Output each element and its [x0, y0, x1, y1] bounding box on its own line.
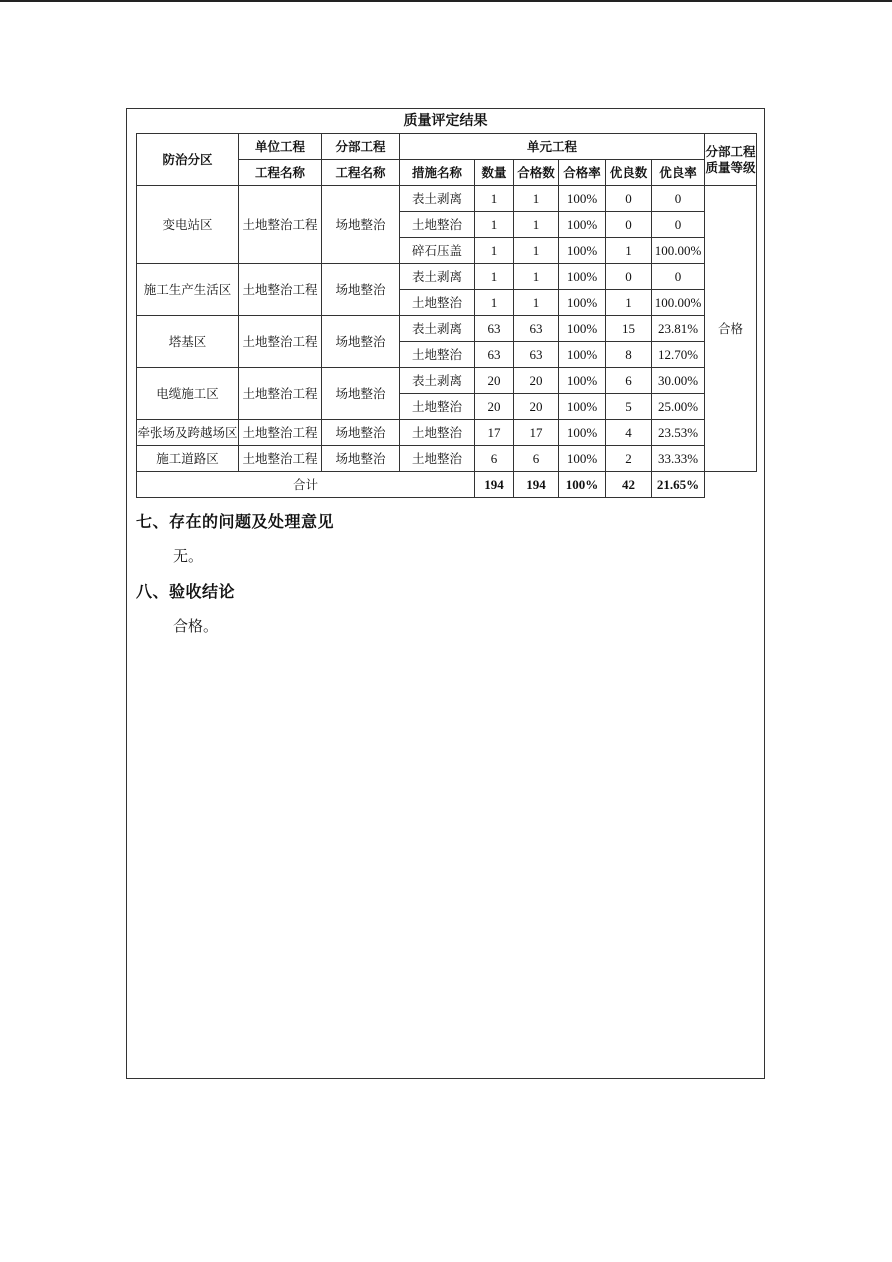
measure-cell: 土地整治 — [400, 342, 475, 368]
qualified-rate-cell: 100% — [559, 212, 606, 238]
qualified-rate-cell: 100% — [559, 186, 606, 212]
table-row — [137, 264, 757, 290]
quantity-cell: 20 — [475, 394, 514, 420]
excellent-cell: 1 — [606, 238, 652, 264]
header-sub-project-name: 工程名称 — [322, 160, 400, 186]
qualified-cell: 1 — [514, 186, 559, 212]
zone-cell: 施工生产生活区 — [137, 264, 239, 316]
table-row — [137, 446, 757, 472]
table-title: 质量评定结果 — [403, 113, 488, 129]
excellent-cell: 2 — [606, 446, 652, 472]
section-body-conclusion: 合格。 — [173, 617, 219, 635]
unit-project-cell: 土地整治工程 — [239, 368, 322, 420]
measure-cell: 表土剥离 — [400, 316, 475, 342]
quantity-cell: 1 — [475, 186, 514, 212]
excellent-rate-cell: 12.70% — [652, 342, 705, 368]
total-excellent: 42 — [606, 472, 652, 498]
unit-project-cell: 土地整治工程 — [239, 316, 322, 368]
header-row-1 — [137, 134, 757, 160]
total-quantity: 194 — [475, 472, 514, 498]
measure-cell: 土地整治 — [400, 420, 475, 446]
excellent-rate-cell: 100.00% — [652, 290, 705, 316]
excellent-cell: 0 — [606, 264, 652, 290]
excellent-cell: 6 — [606, 368, 652, 394]
section-body-problems: 无。 — [173, 547, 204, 565]
sub-project-cell: 场地整治 — [322, 316, 400, 368]
quantity-cell: 17 — [475, 420, 514, 446]
total-row — [137, 472, 757, 498]
zone-cell: 变电站区 — [137, 186, 239, 264]
total-excellent-rate: 21.65% — [652, 472, 705, 498]
qualified-cell: 1 — [514, 238, 559, 264]
quantity-cell: 1 — [475, 212, 514, 238]
excellent-cell: 1 — [606, 290, 652, 316]
qualified-rate-cell: 100% — [559, 368, 606, 394]
qualified-rate-cell: 100% — [559, 420, 606, 446]
quantity-cell: 6 — [475, 446, 514, 472]
table-row — [137, 420, 757, 446]
section-heading-conclusion: 八、验收结论 — [136, 582, 236, 601]
table-row — [137, 316, 757, 342]
qualified-rate-cell: 100% — [559, 316, 606, 342]
page-top-rule — [0, 0, 892, 2]
excellent-rate-cell: 0 — [652, 212, 705, 238]
measure-cell: 碎石压盖 — [400, 238, 475, 264]
excellent-cell: 15 — [606, 316, 652, 342]
excellent-rate-cell: 23.81% — [652, 316, 705, 342]
zone-cell: 施工道路区 — [137, 446, 239, 472]
measure-cell: 土地整治 — [400, 212, 475, 238]
header-element-project: 单元工程 — [400, 134, 705, 160]
total-qualified-rate: 100% — [559, 472, 606, 498]
header-excellent: 优良数 — [606, 160, 652, 186]
sub-project-cell: 场地整治 — [322, 446, 400, 472]
total-label: 合计 — [137, 472, 475, 498]
excellent-cell: 0 — [606, 186, 652, 212]
header-excellent-rate: 优良率 — [652, 160, 705, 186]
header-measure-name: 措施名称 — [400, 160, 475, 186]
qualified-cell: 20 — [514, 394, 559, 420]
qualified-rate-cell: 100% — [559, 446, 606, 472]
unit-project-cell: 土地整治工程 — [239, 446, 322, 472]
header-quantity: 数量 — [475, 160, 514, 186]
excellent-rate-cell: 100.00% — [652, 238, 705, 264]
measure-cell: 表土剥离 — [400, 186, 475, 212]
qualified-cell: 1 — [514, 290, 559, 316]
table-row — [137, 368, 757, 394]
table-row — [137, 186, 757, 212]
zone-cell: 牵张场及跨越场区 — [137, 420, 239, 446]
qualified-cell: 20 — [514, 368, 559, 394]
excellent-rate-cell: 33.33% — [652, 446, 705, 472]
excellent-cell: 4 — [606, 420, 652, 446]
qualified-rate-cell: 100% — [559, 290, 606, 316]
zone-cell: 塔基区 — [137, 316, 239, 368]
excellent-cell: 0 — [606, 212, 652, 238]
sub-project-cell: 场地整治 — [322, 186, 400, 264]
header-qualified-rate: 合格率 — [559, 160, 606, 186]
excellent-rate-cell: 0 — [652, 186, 705, 212]
header-sub-project: 分部工程 — [322, 134, 400, 160]
qualified-rate-cell: 100% — [559, 394, 606, 420]
qualified-cell: 63 — [514, 342, 559, 368]
zone-cell: 电缆施工区 — [137, 368, 239, 420]
measure-cell: 土地整治 — [400, 394, 475, 420]
header-project-name: 工程名称 — [239, 160, 322, 186]
section-heading-problems: 七、存在的问题及处理意见 — [136, 512, 335, 531]
excellent-rate-cell: 30.00% — [652, 368, 705, 394]
measure-cell: 表土剥离 — [400, 264, 475, 290]
quantity-cell: 1 — [475, 290, 514, 316]
excellent-rate-cell: 25.00% — [652, 394, 705, 420]
unit-project-cell: 土地整治工程 — [239, 186, 322, 264]
qualified-cell: 1 — [514, 212, 559, 238]
qualified-cell: 63 — [514, 316, 559, 342]
header-grade: 分部工程质量等级 — [705, 134, 757, 186]
measure-cell: 表土剥离 — [400, 368, 475, 394]
qualified-rate-cell: 100% — [559, 238, 606, 264]
unit-project-cell: 土地整治工程 — [239, 264, 322, 316]
qualified-rate-cell: 100% — [559, 342, 606, 368]
quality-assessment-frame — [126, 108, 765, 1079]
grade-cell: 合格 — [705, 186, 757, 472]
quantity-cell: 1 — [475, 238, 514, 264]
header-zone: 防治分区 — [137, 134, 239, 186]
total-qualified: 194 — [514, 472, 559, 498]
header-unit-project: 单位工程 — [239, 134, 322, 160]
qualified-rate-cell: 100% — [559, 264, 606, 290]
qualified-cell: 6 — [514, 446, 559, 472]
excellent-rate-cell: 23.53% — [652, 420, 705, 446]
quantity-cell: 63 — [475, 316, 514, 342]
excellent-cell: 5 — [606, 394, 652, 420]
sub-project-cell: 场地整治 — [322, 368, 400, 420]
header-qualified: 合格数 — [514, 160, 559, 186]
quantity-cell: 1 — [475, 264, 514, 290]
unit-project-cell: 土地整治工程 — [239, 420, 322, 446]
measure-cell: 土地整治 — [400, 290, 475, 316]
measure-cell: 土地整治 — [400, 446, 475, 472]
quantity-cell: 20 — [475, 368, 514, 394]
qualified-cell: 17 — [514, 420, 559, 446]
sub-project-cell: 场地整治 — [322, 264, 400, 316]
qualified-cell: 1 — [514, 264, 559, 290]
quantity-cell: 63 — [475, 342, 514, 368]
excellent-cell: 8 — [606, 342, 652, 368]
excellent-rate-cell: 0 — [652, 264, 705, 290]
quality-assessment-table — [136, 133, 757, 498]
sub-project-cell: 场地整治 — [322, 420, 400, 446]
